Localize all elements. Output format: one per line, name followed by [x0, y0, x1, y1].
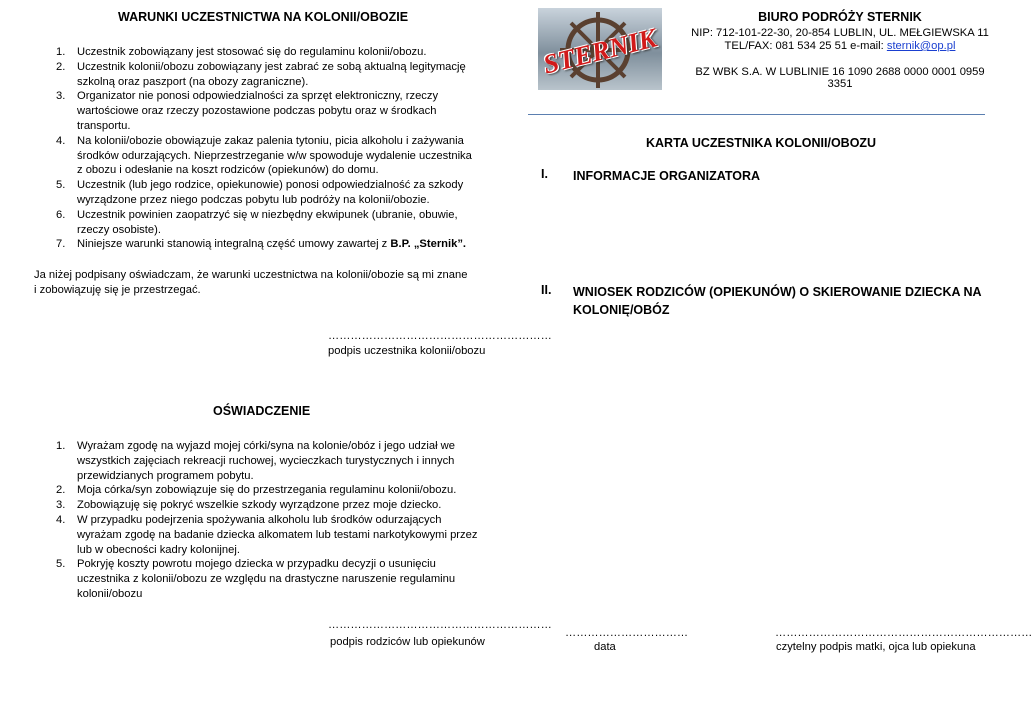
section-2-title — [573, 283, 982, 319]
list-text: wyrażam zgodę na badanie dziecka alkomatem lub testami narkotykowymi przez — [77, 528, 478, 541]
date-label: data — [594, 641, 616, 653]
section-1 — [541, 167, 991, 257]
list-number: 1. — [56, 440, 66, 452]
list-text-line — [77, 208, 494, 223]
list-number: 5. — [56, 179, 66, 192]
rule-item — [34, 134, 494, 178]
list-text: Organizator nie ponosi odpowiedzialności za sprzęt elektroniczny, rzeczy — [77, 90, 439, 103]
list-text: Niniejsze warunki stanowią integralną część umowy zawartej z — [77, 238, 391, 251]
list-text-line — [77, 543, 494, 558]
list-text-line — [77, 557, 494, 572]
company-contact — [690, 40, 990, 52]
rule-item — [34, 237, 494, 252]
list-number: 2. — [56, 484, 66, 497]
list-text-line — [77, 104, 494, 119]
list-text-line — [77, 163, 494, 178]
rule-item — [34, 178, 494, 208]
list-text-line — [77, 572, 494, 587]
list-text: wartościowe oraz rzeczy pozostawione podczas pobytu oraz w środkach — [77, 105, 437, 118]
list-text: Uczestnik (lub jego rodzice, opiekunowie) ponosi odpowiedzialność za szkody — [77, 179, 464, 192]
rule-item — [34, 60, 494, 90]
list-text-line — [77, 513, 494, 528]
list-text: Uczestnik kolonii/obozu zobowiązany jest zabrać ze sobą aktualną legitymację — [77, 60, 466, 73]
guardian-signature-label: czytelny podpis matki, ojca lub opiekuna — [776, 641, 976, 653]
list-text-line — [77, 587, 494, 602]
list-text-line — [77, 223, 494, 238]
list-text-line — [77, 454, 494, 469]
section-2-title-line-1: WNIOSEK RODZICÓW (OPIEKUNÓW) O SKIEROWANIE DZIECKA NA — [573, 285, 982, 299]
section-2 — [541, 283, 991, 603]
list-number: 4. — [56, 513, 66, 526]
company-bank: BZ WBK S.A. W LUBLINIE 16 1090 2688 0000 0001 0959 3351 — [695, 66, 985, 90]
list-number: 2. — [56, 60, 66, 73]
list-text: rzeczy osobiste). — [77, 223, 161, 236]
list-text-line — [77, 119, 494, 134]
rule-item — [34, 208, 494, 238]
list-text: wyrządzone przez niego podczas pobytu lub podróży na kolonii/obozie. — [77, 193, 430, 206]
list-number: 4. — [56, 134, 66, 147]
list-text-line — [77, 498, 494, 513]
list-text: Uczestnik zobowiązany jest stosować się do regulaminu kolonii/obozu. — [77, 46, 427, 58]
list-text-line — [77, 178, 494, 193]
statement-item — [34, 513, 494, 557]
list-text: z obozu i odesłanie na koszt rodziców (opiekunów) do domu. — [77, 164, 379, 177]
section-2-number: II. — [541, 283, 552, 297]
list-text: środków odurzających. Nieprzestrzeganie w/w spowoduje wydalenie uczestnika — [77, 149, 472, 162]
card-title: KARTA UCZESTNIKA KOLONII/OBOZU — [646, 136, 877, 150]
declaration — [34, 268, 494, 298]
list-number: 3. — [56, 90, 66, 103]
list-text-line — [77, 45, 494, 60]
list-number: 5. — [56, 558, 66, 571]
rule-item — [34, 45, 494, 60]
date-field[interactable]: …………………………… — [565, 627, 689, 639]
header-divider — [528, 114, 985, 115]
company-tel: TEL/FAX: 081 534 25 51 e-mail: — [724, 40, 887, 52]
participant-signature-label: podpis uczestnika kolonii/obozu — [328, 345, 486, 357]
list-text: przewidzianych programem pobytu. — [77, 469, 254, 482]
list-text: kolonii/obozu — [77, 587, 143, 600]
list-text: uczestnika z kolonii/obozu ze względu na drastyczne naruszenie regulaminu — [77, 573, 456, 586]
list-text: transportu. — [77, 119, 131, 132]
list-text: Wyrażam zgodę na wyjazd mojej córki/syna na kolonie/obóz i jego udział we — [77, 440, 455, 452]
list-text-line — [77, 75, 494, 90]
list-text: wszystkich zajęciach rekreacji ruchowej, wycieczkach turystycznych i innych — [77, 454, 455, 467]
company-logo — [538, 8, 662, 90]
section-1-number: I. — [541, 167, 548, 181]
list-text-line — [77, 469, 494, 484]
list-text: szkolną oraz paszport (na obozy zagraniczne). — [77, 75, 309, 88]
statement-item — [34, 557, 494, 601]
statement-item — [34, 498, 494, 513]
list-text-line — [77, 89, 494, 104]
rules-list — [34, 45, 494, 252]
list-text-line — [77, 193, 494, 208]
company-name: BIURO PODRÓŻY STERNIK — [758, 10, 922, 24]
list-text-line — [77, 134, 494, 149]
statement-item — [34, 483, 494, 498]
declaration-line-1: Ja niżej podpisany oświadczam, że warunki uczestnictwa na kolonii/obozie są mi znane — [34, 269, 468, 281]
company-nip: NIP: 712-101-22-30, 20-854 LUBLIN, UL. MEŁGIEWSKA 11 — [691, 27, 989, 39]
logo-text: STERNIK — [540, 22, 660, 80]
guardian-signature-field[interactable]: …………………………………………………………… — [775, 627, 1032, 639]
list-text-line — [77, 528, 494, 543]
left-title: WARUNKI UCZESTNICTWA NA KOLONII/OBOZIE — [118, 10, 409, 24]
list-number: 1. — [56, 46, 66, 58]
rule-item — [34, 89, 494, 133]
list-text: lub w obecności kadry kolonijnej. — [77, 543, 240, 556]
list-number: 3. — [56, 499, 66, 512]
participant-signature-line[interactable]: …………………………………………………… — [328, 330, 552, 342]
list-text-line — [77, 439, 494, 454]
list-text: Moja córka/syn zobowiązuje się do przestrzegania regulaminu kolonii/obozu. — [77, 484, 457, 497]
list-text: Uczestnik powinien zaopatrzyć się w niezbędny ekwipunek (ubranie, obuwie, — [77, 208, 458, 221]
parent-signature-label: podpis rodziców lub opiekunów — [330, 636, 485, 648]
list-text: W przypadku podejrzenia spożywania alkoholu lub środków odurzających — [77, 513, 442, 526]
list-text-line — [77, 483, 494, 498]
list-number: 7. — [56, 238, 66, 251]
list-text: Zobowiązuję się pokryć wszelkie szkody wyrządzone przez moje dziecko. — [77, 499, 442, 512]
list-text: Na kolonii/obozie obowiązuje zakaz palenia tytoniu, picia alkoholu i zażywania — [77, 134, 464, 147]
statements-list — [34, 439, 494, 602]
company-email-link[interactable]: sternik@op.pl — [886, 40, 956, 52]
statement-title: OŚWIADCZENIE — [213, 404, 311, 418]
list-text-line — [77, 237, 494, 252]
list-number: 6. — [56, 208, 66, 221]
company-name-bold: B.P. „Sternik”. — [390, 238, 467, 251]
company-header — [690, 10, 990, 90]
parent-signature-line[interactable]: …………………………………………………… — [328, 619, 552, 631]
section-2-title-line-2: KOLONIĘ/OBÓZ — [573, 303, 670, 317]
list-text: Pokryję koszty powrotu mojego dziecka w przypadku decyzji o usunięciu — [77, 558, 436, 571]
list-text-line — [77, 60, 494, 75]
declaration-line-2: i zobowiązuję się je przestrzegać. — [34, 283, 201, 296]
statement-item — [34, 439, 494, 483]
section-1-title: INFORMACJE ORGANIZATORA — [573, 169, 761, 183]
list-text-line — [77, 149, 494, 164]
